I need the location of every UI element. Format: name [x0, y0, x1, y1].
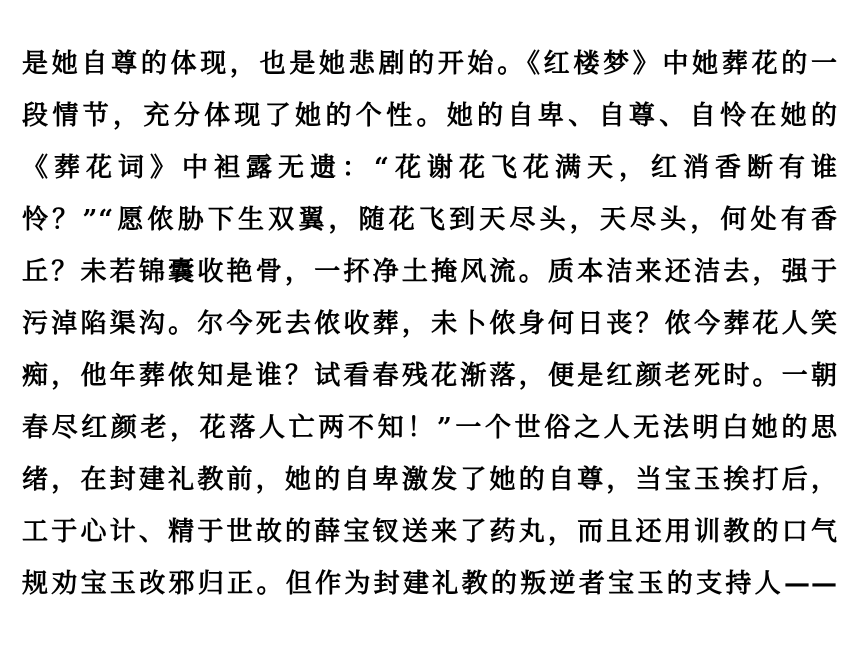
text-line-9: 绪，在封建礼教前，她的自卑激发了她的自尊，当宝玉挨打后， — [22, 465, 838, 495]
text-line-3: 《葬花词》中袒露无遗：“花谢花飞花满天，红消香断有谁 — [22, 153, 838, 183]
text-line-5: 丘？未若锦囊收艳骨，一抔净土掩风流。质本洁来还洁去，强于 — [22, 257, 838, 287]
text-line-8: 春尽红颜老，花落人亡两不知！”一个世俗之人无法明白她的思 — [22, 413, 838, 443]
text-line-4: 怜？”“愿侬胁下生双翼，随花飞到天尽头，天尽头，何处有香 — [22, 205, 838, 235]
text-line-6: 污淖陷渠沟。尔今死去侬收葬，未卜侬身何日丧？侬今葬花人笑 — [22, 309, 838, 339]
text-line-10: 工于心计、精于世故的薛宝钗送来了药丸，而且还用训教的口气 — [22, 517, 838, 547]
body-text — [22, 38, 838, 610]
text-line-2: 段情节，充分体现了她的个性。她的自卑、自尊、自怜在她的 — [22, 101, 838, 131]
text-line-11: 规劝宝玉改邪归正。但作为封建礼教的叛逆者宝玉的支持人—— — [22, 569, 838, 599]
text-line-7: 痴，他年葬侬知是谁？试看春残花渐落，便是红颜老死时。一朝 — [22, 361, 838, 391]
text-line-1: 是她自尊的体现，也是她悲剧的开始。《红楼梦》中她葬花的一 — [22, 49, 838, 79]
